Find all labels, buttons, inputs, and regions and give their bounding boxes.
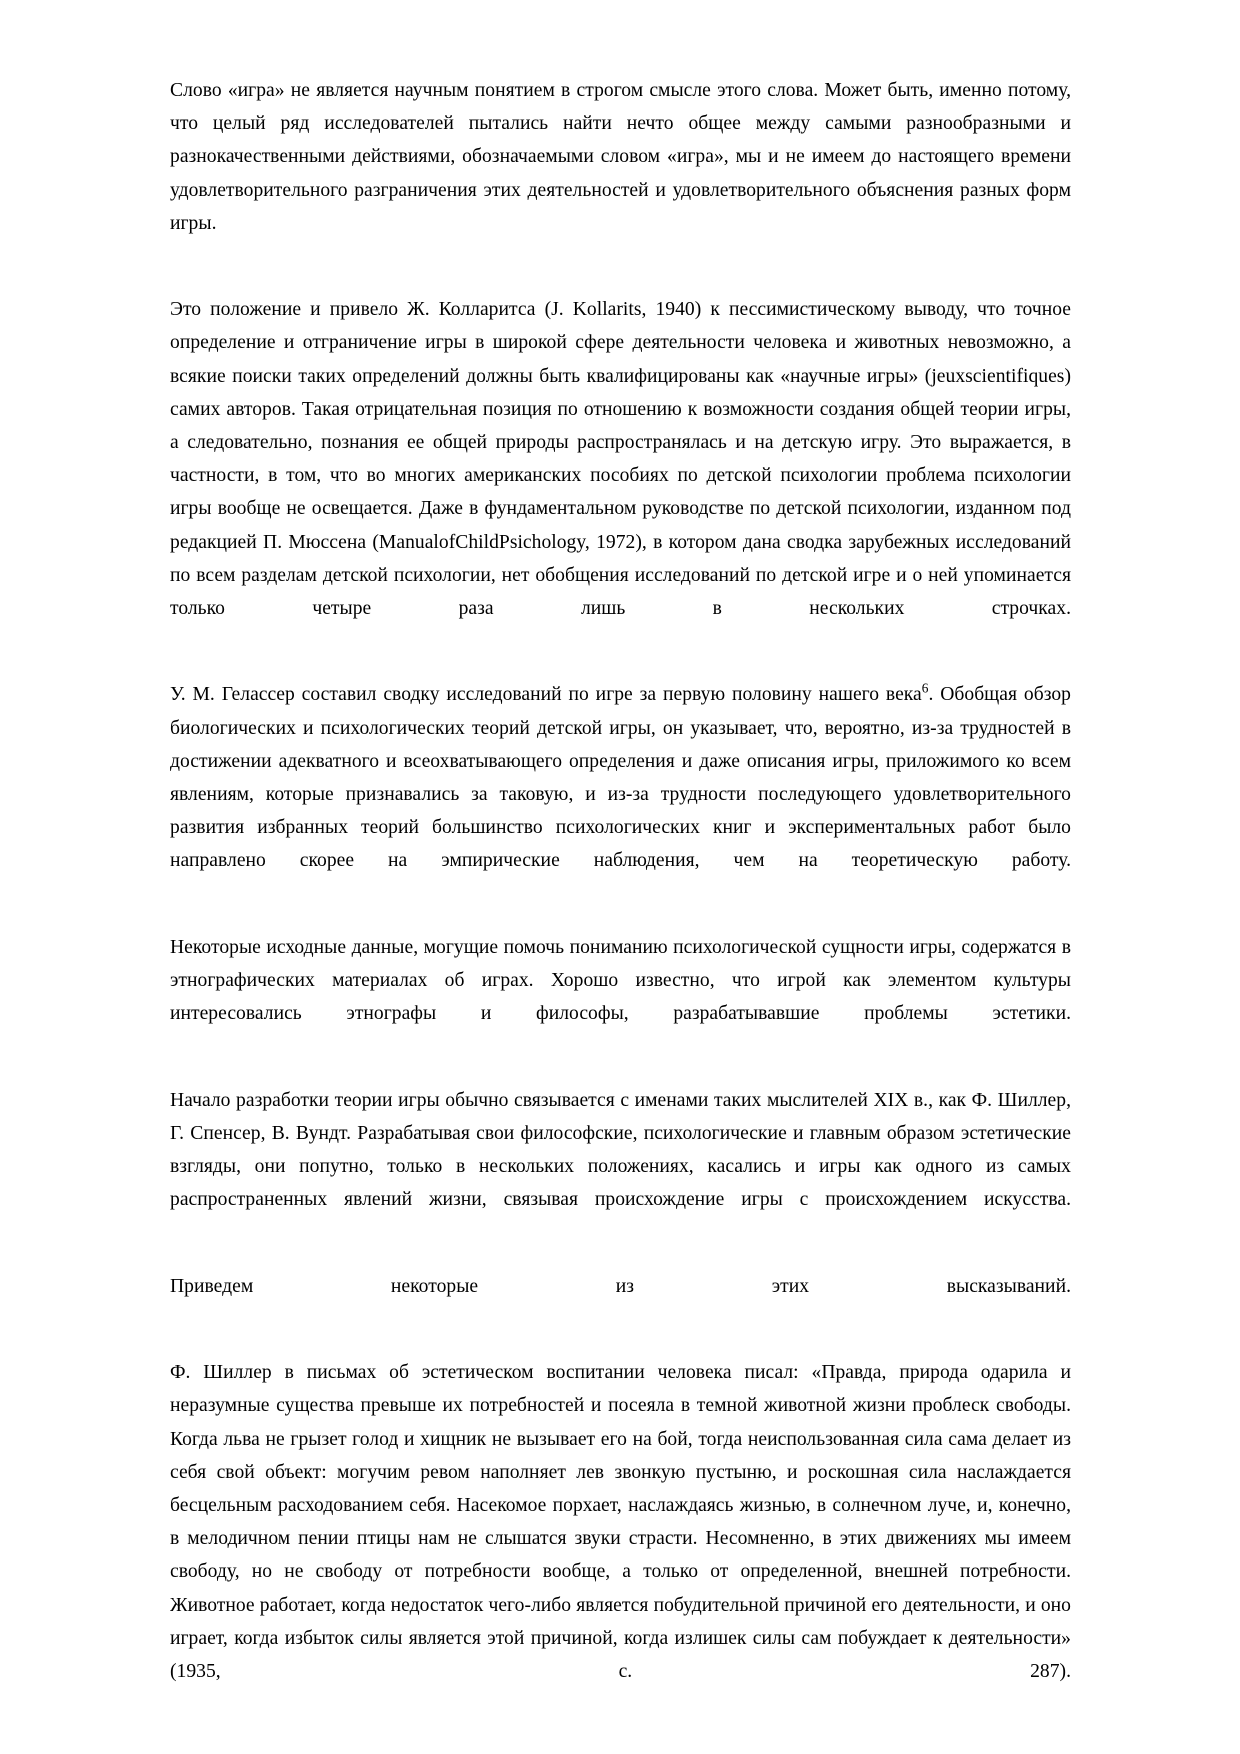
footnote-reference-marker[interactable]: 6 xyxy=(921,680,929,696)
paragraph-3-text-before-footnote: У. М. Геласcер составил сводку исследований по игре за первую половину нашего века xyxy=(170,684,922,706)
paragraph-3 xyxy=(170,678,1071,910)
paragraph-1: Слово «игра» не является научным понятием в строгом смысле этого слова. Может быть, именно потому, что целый ряд исследователей пытались найти нечто общее между самыми разнообразными и разнокачественными действиями, обозначаемыми словом «игра», мы и не имеем до настоящего времени удовлетворительного разграничения этих деятельностей и удовлетворительного объяснения разных форм игры. xyxy=(170,80,1071,234)
paragraph-6: Приведем некоторые из этих высказываний. xyxy=(170,1275,1071,1297)
paragraph-7: Ф. Шиллер в письмах об эстетическом воспитании человека писал: «Правда, природа одарила и неразумные существа превыше их потребностей и посеяла в темной животной жизни проблеск свободы. Когда льва не грызет голод и хищник не вызывает его на бой, тогда неиспользованная сила сама делает из себя свой объект: могучим ревом наполняет лев звонкую пустыню, и роскошная сила наслаждается бесцельным расходованием себя. Насекомое порхает, наслаждаясь жизнью, в солнечном луче, и, конечно, в мелодичном пении птицы нам не слышатся звуки страсти. Несомненно, в этих движениях мы имеем свободу, но не свободу от потребности вообще, а только от определенной, внешней потребности. Животное работает, когда недостаток чего-либо является побудительной причиной его деятельности, и оно играет, когда избыток силы является этой причиной, когда излишек силы сам побуждает к деятельности» (1935, с. 287). xyxy=(170,1362,1071,1682)
body-text-column xyxy=(170,74,1071,1721)
paragraph-3-text-after-footnote: . Обобщая обзор биологических и психологических теорий детской игры, он указывает, что, вероятно, из-за трудностей в достижении адекватного и всеохватывающего определения и даже описания игры, приложимого ко всем явлениям, которые признавались за таковую, и из-за трудности последующего удовлетворительного развития избранных теорий большинство психологических книг и экспериментальных работ было направлено скорее на эмпирические наблюдения, чем на теоретическую работу. xyxy=(170,684,1071,872)
paragraph-2: Это положение и привело Ж. Колларитса (J. Kollarits, 1940) к пессимистическому выводу, что точное определение и отграничение игры в широкой сфере деятельности человека и животных невозможно, а всякие поиски таких определений должны быть квалифицированы как «научные игры» (jeuxscientifiques) самих авторов. Такая отрицательная позиция по отношению к возможности создания общей теории игры, а следовательно, познания ее общей природы распространялась и на детскую игру. Это выражается, в частности, в том, что во многих американских пособиях по детской психологии проблема психологии игры вообще не освещается. Даже в фундаментальном руководстве по детской психологии, изданном под редакцией П. Мюссена (ManualofChildPsichology, 1972), в котором дана сводка зарубежных исследований по всем разделам детской психологии, нет обобщения исследований по детской игре и о ней упоминается только четыре раза лишь в нескольких строчках. xyxy=(170,299,1071,620)
paragraph-4: Некоторые исходные данные, могущие помочь пониманию психологической сущности игры, содержатся в этнографических материалах об играх. Хорошо известно, что игрой как элементом культуры интересовались этнографы и философы, разрабатывавшие проблемы эстетики. xyxy=(170,936,1071,1025)
paragraph-5: Начало разработки теории игры обычно связывается с именами таких мыслителей XIX в., как Ф. Шиллер, Г. Спенсер, В. Вундт. Разрабатывая свои философские, психологические и главным образом эстетические взгляды, они попутно, только в нескольких положениях, касались и игры как одного из самых распространенных явлений жизни, связывая происхождение игры с происхождением искусства. xyxy=(170,1089,1071,1211)
